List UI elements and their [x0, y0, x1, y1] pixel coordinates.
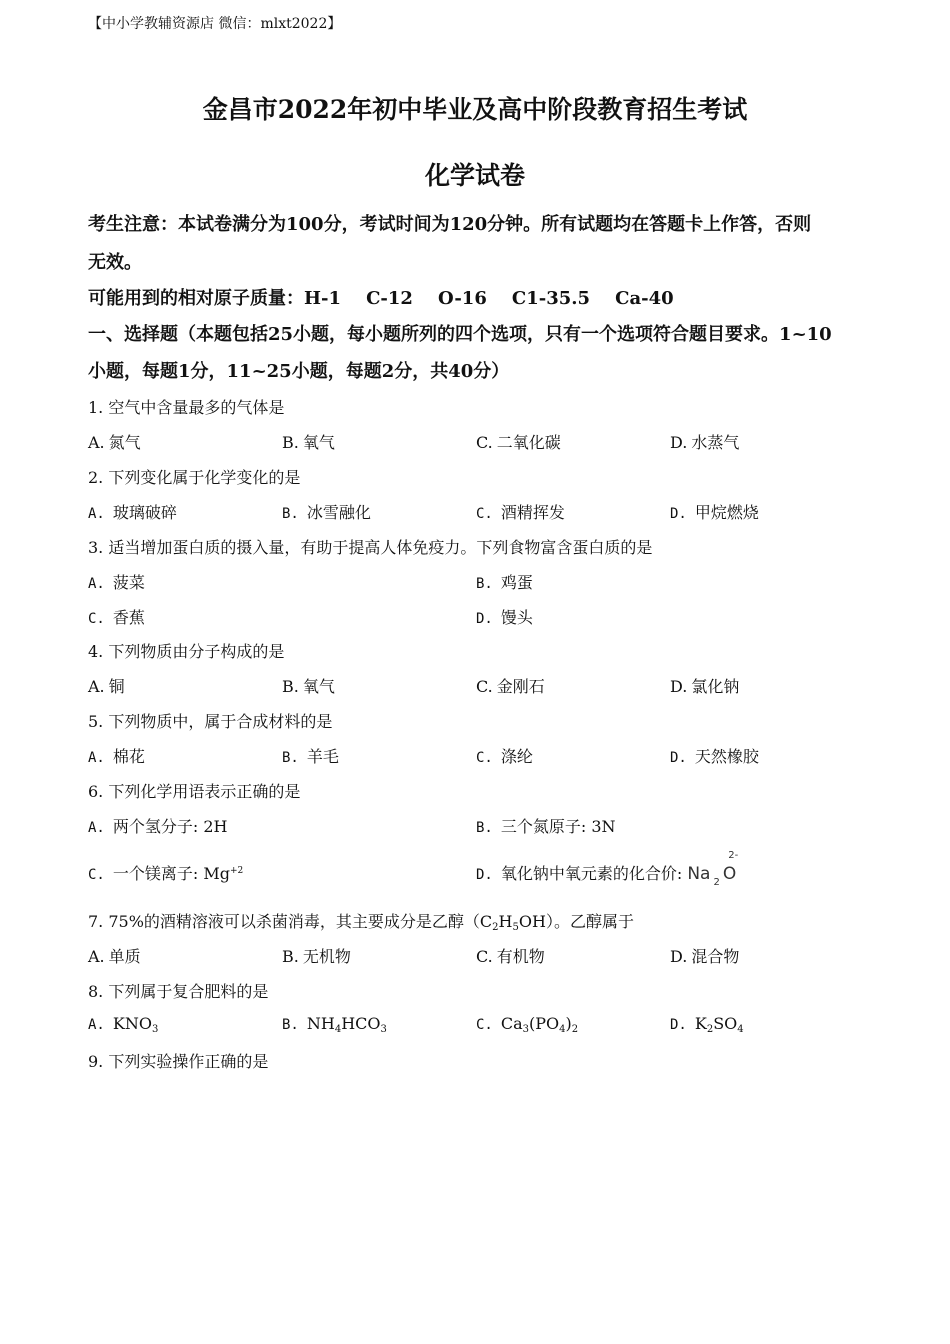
q4-option-d: D. 氯化钠 — [670, 677, 740, 696]
q1-option-b: B. 氧气 — [282, 433, 335, 452]
question-8-stem: 8. 下列属于复合肥料的是 — [88, 982, 269, 1001]
q1-option-d: D. 水蒸气 — [670, 433, 740, 452]
q5-option-d: D. 天然橡胶 — [670, 747, 759, 766]
question-7-stem: 7. 75%的酒精溶液可以杀菌消毒，其主要成分是乙醇$(C_2H_5OH)$。乙醇属于 — [88, 912, 634, 933]
q6-option-a: A. 两个氢分子: 2H — [88, 817, 228, 836]
q8-option-d: D. $K_2SO_4$ — [670, 1014, 744, 1035]
section1-line-1: 一、选择题（本题包括25小题，每小题所列的四个选项，只有一个选项符合题目要求。1~10 — [88, 324, 832, 345]
q3-option-c: C. 香蕉 — [88, 608, 145, 627]
atomic-mass-line: 可能用到的相对原子质量：H-1 C-12 O-16 C1-35.5 Ca-40 — [88, 288, 674, 309]
q7-option-d: D. 混合物 — [670, 947, 740, 966]
section1-line-2: 小题，每题1分，11~25小题，每题2分，共40分） — [88, 361, 510, 382]
q8-option-c: C. $Ca_3(PO_4)_2$ — [476, 1014, 579, 1035]
q3-option-b: B. 鸡蛋 — [476, 573, 533, 592]
q2-option-c: C. 酒精挥发 — [476, 503, 565, 522]
q2-option-a: A. 玻璃破碎 — [88, 503, 177, 522]
question-4-stem: 4. 下列物质由分子构成的是 — [88, 642, 285, 661]
q5-option-c: C. 涤纶 — [476, 747, 533, 766]
exam-subtitle: 化学试卷 — [424, 161, 525, 190]
q2-option-b: B. 冰雪融化 — [282, 503, 371, 522]
q7-option-a: A. 单质 — [88, 947, 141, 966]
question-2-stem: 2. 下列变化属于化学变化的是 — [88, 468, 301, 487]
q5-option-a: A. 棉花 — [88, 747, 145, 766]
q7-option-b: B. 无机物 — [282, 947, 351, 966]
q8-option-b: B. $NH_4HCO_3$ — [282, 1014, 387, 1035]
sodium-oxide-formula: Na $_2$ O 2- — [687, 850, 739, 888]
question-1-stem: 1. 空气中含量最多的气体是 — [88, 398, 285, 417]
q4-option-b: B. 氧气 — [282, 677, 335, 696]
q6-option-d: D. 氧化钠中氧元素的化合价: Na $_2$ O 2- — [476, 850, 739, 888]
page-header: 【中小学教辅资源店 微信：mlxt2022】 — [88, 16, 342, 32]
q1-option-a: A. 氮气 — [88, 433, 141, 452]
q3-option-a: A. 菠菜 — [88, 573, 145, 592]
exam-title: 金昌市2022年初中毕业及高中阶段教育招生考试 — [202, 95, 748, 124]
question-9-stem: 9. 下列实验操作正确的是 — [88, 1052, 269, 1071]
q4-option-c: C. 金刚石 — [476, 677, 545, 696]
q3-option-d: D. 馒头 — [476, 608, 533, 627]
notice-line-2: 无效。 — [88, 252, 142, 273]
q7-option-c: C. 有机物 — [476, 947, 545, 966]
q2-option-d: D. 甲烷燃烧 — [670, 503, 759, 522]
q5-option-b: B. 羊毛 — [282, 747, 339, 766]
q8-option-a: A. $KNO_3$ — [88, 1014, 159, 1035]
question-6-stem: 6. 下列化学用语表示正确的是 — [88, 782, 301, 801]
q4-option-a: A. 铜 — [88, 677, 125, 696]
notice-line-1: 考生注意：本试卷满分为100分，考试时间为120分钟。所有试题均在答题卡上作答，否则 — [88, 214, 812, 235]
q6-option-b: B. 三个氮原子: 3N — [476, 817, 616, 836]
question-3-stem: 3. 适当增加蛋白质的摄入量，有助于提高人体免疫力。下列食物富含蛋白质的是 — [88, 538, 653, 557]
q1-option-c: C. 二氧化碳 — [476, 433, 561, 452]
q6-option-c: C. 一个镁离子: $Mg^{+2}$ — [88, 864, 244, 883]
question-5-stem: 5. 下列物质中，属于合成材料的是 — [88, 712, 333, 731]
